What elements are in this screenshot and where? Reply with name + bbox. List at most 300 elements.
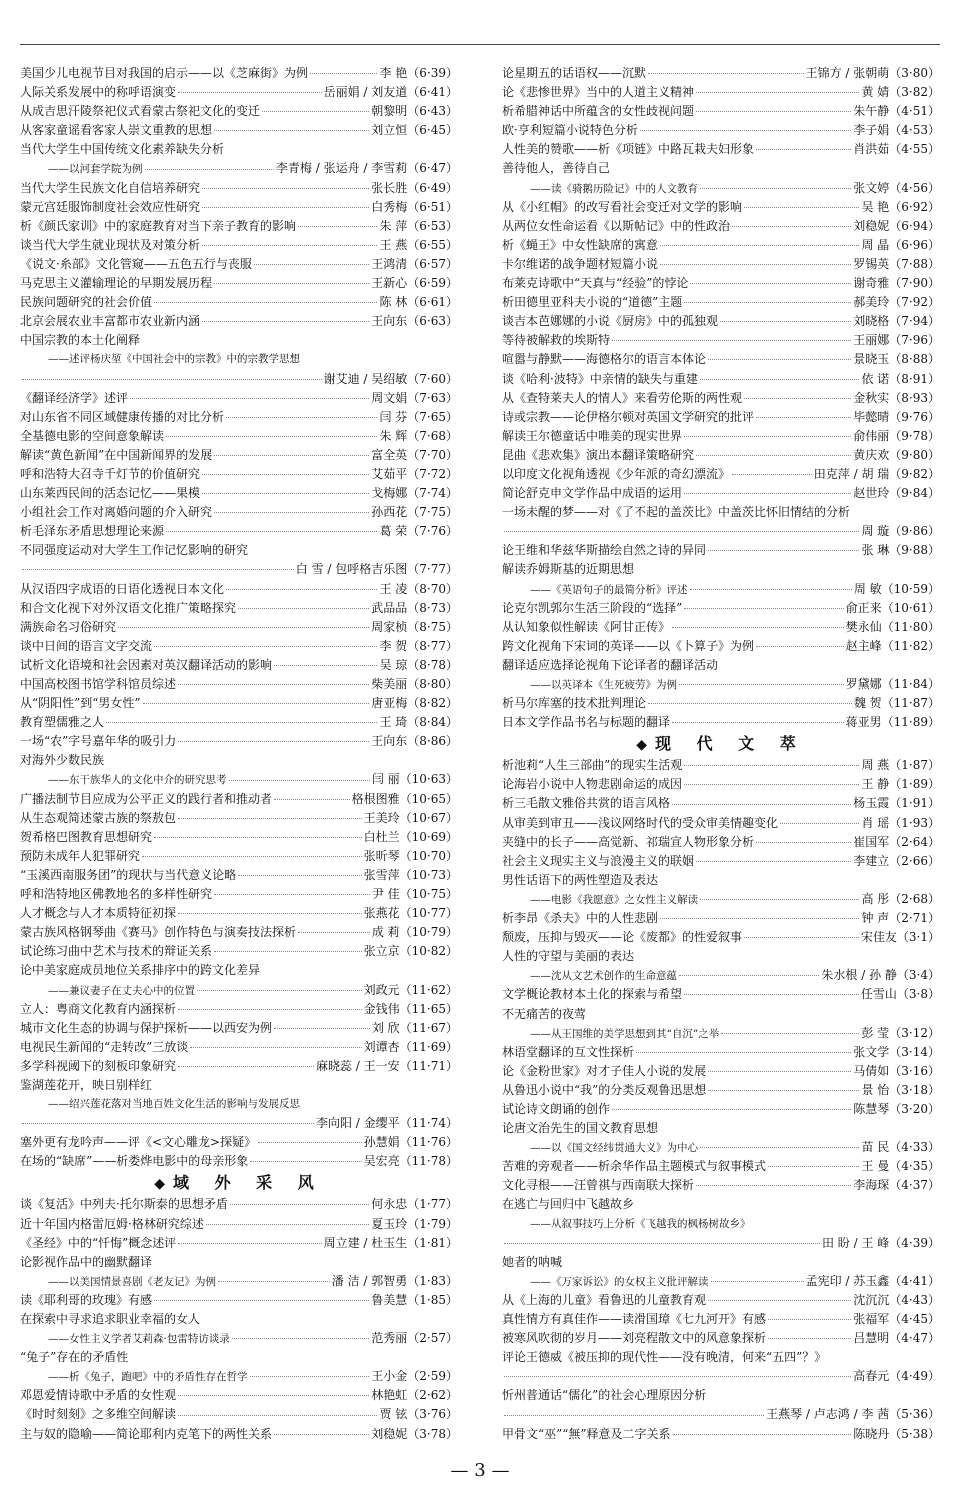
leader-dots <box>214 130 369 131</box>
section-title: 域 外 采 风 <box>173 1173 324 1193</box>
entry-author-page: 黄庆欢（9·80） <box>853 447 940 462</box>
leader-dots <box>274 1028 370 1029</box>
entry-title: ——以《国文经纬贯通大义》为中心 <box>530 1142 698 1155</box>
leader-dots <box>166 531 377 532</box>
toc-entry <box>20 1038 458 1057</box>
toc-entry <box>20 809 458 828</box>
entry-title: 从《小红帽》的改写看社会变迁对文学的影响 <box>502 199 743 214</box>
leader-dots <box>672 804 851 805</box>
entry-title: 立人：粤商文化教育内涵探析 <box>20 1001 177 1016</box>
toc-entry <box>502 541 940 560</box>
toc-entry <box>502 1386 940 1405</box>
toc-entry <box>502 1138 940 1157</box>
diamond-icon: ◆ <box>636 737 648 754</box>
leader-dots <box>250 1376 370 1377</box>
entry-author-page: 马倩如（3·16） <box>853 1063 940 1078</box>
entry-title: 昆曲《悲欢集》演出本翻译策略研究 <box>502 447 695 462</box>
leader-dots <box>258 1142 362 1143</box>
entry-author-page: 张燕花（10·77） <box>363 906 458 921</box>
entry-author-page: 格根图雅（10·65） <box>351 791 458 806</box>
leader-dots <box>206 1224 369 1225</box>
leader-dots <box>190 1047 361 1048</box>
toc-entry <box>502 484 940 503</box>
entry-title: 鉴湖莲花开，映日别样红 <box>20 1077 153 1092</box>
toc-entry <box>20 942 458 961</box>
toc-entry <box>502 618 940 637</box>
entry-title: 广播法制节目应成为公平正义的践行者和推动者 <box>20 791 273 806</box>
entry-title: 从两位女性命运看《以斯帖记》中的性政治 <box>502 218 731 233</box>
toc-entry <box>20 274 458 293</box>
entry-author-page: 沈沉沉（4·43） <box>853 1292 940 1307</box>
leader-dots <box>178 741 369 742</box>
entry-author-page: 刘立恒（6·45） <box>371 123 458 138</box>
entry-title: ——以美国情景喜剧《老友记》为例 <box>48 1275 216 1288</box>
entry-title: 评论王德威《被压抑的现代性——没有晚清，何来“五四”？》 <box>502 1350 827 1365</box>
leader-dots <box>197 990 362 991</box>
entry-author-page: 吴宏亮（11·78） <box>363 1154 458 1169</box>
entry-author-page: 唐亚梅（8·82） <box>371 696 458 711</box>
entry-author-page: 张文婷（4·56） <box>853 180 940 195</box>
toc-entry <box>20 331 458 350</box>
entry-author-page: 陈晓丹（5·38） <box>853 1426 940 1441</box>
entry-title: 忻州普通话“儒化”的社会心理原因分析 <box>502 1388 707 1403</box>
leader-dots <box>154 302 377 303</box>
entry-title: 城市文化生态的协调与保护探析——以西安为例 <box>20 1020 273 1035</box>
entry-author-page: 任雪山（3·8） <box>860 987 940 1002</box>
entry-title: 中国高校图书馆学科馆员综述 <box>20 677 177 691</box>
leader-dots <box>214 512 369 513</box>
toc-entry <box>20 64 458 83</box>
toc-entry <box>20 1367 458 1386</box>
leader-dots <box>679 975 819 976</box>
entry-author-page: 罗黛娜（11·84） <box>845 677 940 691</box>
leader-dots <box>696 455 851 456</box>
toc-entry <box>502 890 940 909</box>
leader-dots <box>298 932 370 933</box>
entry-author-page: 魏 贺（11·87） <box>853 696 940 711</box>
leader-dots <box>756 646 844 647</box>
entry-author-page: 王向东（6·63） <box>371 314 458 329</box>
entry-title: 卡尔维诺的战争题材短篇小说 <box>502 256 659 271</box>
toc-entry <box>502 1081 940 1100</box>
entry-author-page: 葛 荣（7·76） <box>379 524 458 539</box>
leader-dots <box>130 398 369 399</box>
toc-entry <box>502 503 940 522</box>
entry-author-page: 武品品（8·73） <box>371 600 458 615</box>
entry-title: ——绍兴莲花落对当地百姓文化生活的影响与发展反思 <box>48 1098 300 1111</box>
entry-title: 谈《复活》中列夫·托尔斯泰的思想矛盾 <box>20 1197 228 1212</box>
entry-author-page: 孟宪印 / 苏玉鑫（4·41） <box>805 1273 940 1288</box>
entry-author-page: 陈 林（6·61） <box>379 295 458 310</box>
leader-dots <box>504 531 859 532</box>
toc-entry <box>20 1234 458 1253</box>
leader-dots <box>22 379 322 380</box>
entry-title: 预防未成年人犯罪研究 <box>20 848 141 863</box>
toc-entry <box>502 947 940 966</box>
entry-title: 论克尔凯郭尔生活三阶段的“选择” <box>502 600 683 615</box>
toc-entry <box>20 1253 458 1272</box>
toc-entry <box>20 350 458 369</box>
entry-author-page: 王新心（6·59） <box>371 276 458 291</box>
leader-dots <box>672 627 844 628</box>
entry-author-page: 闫 丽（10·63） <box>371 772 458 787</box>
leader-dots <box>648 703 852 704</box>
leader-dots <box>202 245 377 246</box>
entry-author-page: 钟 声（2·71） <box>861 911 940 926</box>
entry-title: 从成吉思汗陵祭祀仪式看蒙古祭祀文化的变迁 <box>20 104 261 119</box>
toc-entry <box>20 1152 458 1171</box>
toc-entry <box>20 236 458 255</box>
entry-author-page: 张长胜（6·49） <box>371 180 458 195</box>
leader-dots <box>744 398 851 399</box>
toc-entry <box>20 1000 458 1019</box>
toc-entry <box>20 732 458 751</box>
leader-dots <box>684 765 859 766</box>
toc-entry <box>20 580 458 599</box>
entry-author-page: 肖 瑶（1·93） <box>861 815 940 830</box>
entry-title: 在探索中寻求追求职业幸福的女人 <box>20 1312 201 1326</box>
entry-title: ——东干族华人的文化中介的研究思考 <box>48 774 227 787</box>
entry-title: 跨文化视角下宋词的英译——以《卜算子》为例 <box>502 638 755 653</box>
entry-title: 当代大学生民族文化自信培养研究 <box>20 180 201 195</box>
leader-dots <box>214 951 362 952</box>
entry-title: 论唐文治先生的国文教育思想 <box>502 1121 659 1136</box>
toc-entry <box>20 427 458 446</box>
entry-author-page: 贾 铉（3·76） <box>379 1407 458 1422</box>
entry-author-page: 谢艾迪 / 吴绍敏（7·60） <box>323 371 458 386</box>
toc-entry <box>502 775 940 794</box>
entry-title: 人才概念与人才本质特征初探 <box>20 906 177 921</box>
toc-entry <box>20 446 458 465</box>
entry-author-page: 谢奇雅（7·90） <box>853 276 940 291</box>
toc-entry <box>20 1405 458 1424</box>
entry-title: 《圣经》中的“忏悔”概念述评 <box>20 1235 177 1250</box>
diamond-icon: ◆ <box>154 1176 166 1193</box>
entry-title: 对山东省不同区域健康传播的对比分析 <box>20 409 225 424</box>
entry-title: 不同强度运动对大学生工作记忆影响的研究 <box>20 543 249 558</box>
leader-dots <box>696 92 859 93</box>
entry-title: 甲骨文“巫”“無”释意及二字关系 <box>502 1426 671 1441</box>
entry-title: “玉溪西南服务团”的现状与当代意义论略 <box>20 867 237 882</box>
entry-title: 等待被解救的埃斯特 <box>502 333 611 348</box>
toc-entry <box>20 751 458 770</box>
toc-entry <box>20 885 458 904</box>
leader-dots <box>154 646 377 647</box>
entry-author-page: 张文学（3·14） <box>853 1044 940 1059</box>
leader-dots <box>679 684 844 685</box>
toc-entry <box>502 1157 940 1176</box>
toc-entry <box>20 560 458 579</box>
leader-dots <box>504 1415 764 1416</box>
leader-dots <box>612 1109 851 1110</box>
entry-author-page: 王 静（1·89） <box>861 777 940 792</box>
toc-entry <box>20 217 458 236</box>
toc-entry <box>20 140 458 159</box>
toc-entry <box>20 1076 458 1095</box>
entry-author-page: 周立建 / 杜玉生（1·81） <box>323 1235 458 1250</box>
entry-title: 《说文·糸部》文化管窥——五色五行与丧服 <box>20 256 252 271</box>
toc-column-left <box>20 64 458 1444</box>
entry-title: 试论诗文朗诵的创作 <box>502 1101 611 1116</box>
entry-author-page: 俞正来（10·61） <box>845 600 940 615</box>
entry-author-page: 范秀丽（2·57） <box>371 1331 458 1346</box>
leader-dots <box>214 283 369 284</box>
leader-dots <box>178 818 362 819</box>
leader-dots <box>744 937 859 938</box>
toc-entry <box>502 637 940 656</box>
entry-author-page: 刘 欣（11·67） <box>371 1020 458 1035</box>
leader-dots <box>202 207 369 208</box>
entry-title: 从“阴阳性”到“男女性” <box>20 696 141 711</box>
entry-title: “兔子”存在的矛盾性 <box>20 1350 129 1365</box>
entry-title: 在场的“缺席”——析娄烨电影中的母亲形象 <box>20 1154 249 1169</box>
toc-entry <box>20 1329 458 1348</box>
toc-entry <box>20 541 458 560</box>
entry-author-page: 闫 芬（7·65） <box>379 409 458 424</box>
toc-entry <box>502 756 940 775</box>
entry-author-page: 李建立（2·66） <box>853 853 940 868</box>
leader-dots <box>178 684 369 685</box>
leader-dots <box>178 913 362 914</box>
leader-dots <box>708 359 851 360</box>
leader-dots <box>636 1052 851 1053</box>
toc-entry <box>20 408 458 427</box>
leader-dots <box>154 837 362 838</box>
leader-dots <box>708 1071 851 1072</box>
entry-title: ——《万家诉讼》的女权主义批评解读 <box>530 1275 709 1288</box>
toc-entry <box>20 255 458 274</box>
leader-dots <box>22 1123 314 1124</box>
toc-entry <box>502 1367 940 1386</box>
entry-title: 近十年国内格雷厄姆·格林研究综述 <box>20 1216 204 1231</box>
entry-author-page: 景 怡（3·18） <box>861 1082 940 1097</box>
entry-author-page: 罗锡英（7·88） <box>853 256 940 271</box>
entry-author-page: 王小金（2·59） <box>371 1369 458 1384</box>
leader-dots <box>143 703 370 704</box>
entry-title: 欧·亨利短篇小说特色分析 <box>502 123 638 138</box>
leader-dots <box>238 875 361 876</box>
leader-dots <box>660 264 851 265</box>
leader-dots <box>142 856 362 857</box>
toc-entry <box>20 828 458 847</box>
entry-author-page: 王丽娜（7·96） <box>853 333 940 348</box>
entry-author-page: 白秀梅（6·51） <box>371 199 458 214</box>
entry-title: 《翻译经济学》述评 <box>20 390 129 405</box>
entry-author-page: 高春元（4·49） <box>853 1369 940 1384</box>
entry-title: 析池莉“人生三部曲”的现实生活观 <box>502 758 683 773</box>
toc-entry <box>502 1195 940 1214</box>
entry-title: 从审美到审丑——浅议网络时代的受众审美情趣变化 <box>502 815 779 830</box>
entry-title: 谈中日间的语言文字交流 <box>20 638 153 653</box>
toc-entry <box>20 713 458 732</box>
toc-entry <box>20 694 458 713</box>
entry-author-page: 鲁美慧（1·85） <box>371 1292 458 1307</box>
toc-entry <box>20 1425 458 1444</box>
leader-dots <box>711 1281 804 1282</box>
entry-title: 读《耶利哥的玫瑰》有感 <box>20 1292 153 1307</box>
entry-title: 谈当代大学生就业现状及对策分析 <box>20 237 201 252</box>
entry-title: 颓废，压抑与毁灭——论《废都》的性爱叙事 <box>502 930 743 945</box>
entry-author-page: 刘稳妮（3·78） <box>371 1426 458 1441</box>
entry-title: 以印度文化视角透视《少年派的奇幻漂流》 <box>502 466 731 481</box>
entry-author-page: 林艳虹（2·62） <box>371 1388 458 1403</box>
entry-author-page: 潘 洁 / 郭智勇（1·83） <box>331 1273 458 1288</box>
leader-dots <box>768 1338 851 1339</box>
toc-entry <box>20 981 458 1000</box>
entry-author-page: 樊永仙（11·80） <box>845 619 940 634</box>
entry-title: 小组社会工作对离婚问题的介入研究 <box>20 505 213 520</box>
toc-entry <box>20 370 458 389</box>
leader-dots <box>700 899 859 900</box>
toc-entry <box>502 293 940 312</box>
entry-title: 论《金粉世家》对才子佳人小说的发展 <box>502 1063 707 1078</box>
leader-dots <box>230 1204 369 1205</box>
leader-dots <box>504 1243 820 1244</box>
toc-entry <box>502 1291 940 1310</box>
entry-title: 塞外更有龙吟声——评《<文心雕龙>探疑》 <box>20 1135 257 1150</box>
leader-dots <box>274 1434 369 1435</box>
leader-dots <box>218 1281 330 1282</box>
entry-title: 教育塑儒雅之人 <box>20 715 105 730</box>
entry-title: 从汉语四字成语的日语化透视日本文化 <box>20 581 225 596</box>
toc-entry <box>20 293 458 312</box>
entry-author-page: 彭 莹（3·12） <box>861 1025 940 1040</box>
toc-entry <box>502 833 940 852</box>
toc-entry <box>502 217 940 236</box>
toc-entry <box>502 159 940 178</box>
entry-title: 邓恩爱情诗歌中矛盾的女性观 <box>20 1388 177 1403</box>
leader-dots <box>660 918 859 919</box>
toc-entry <box>20 1133 458 1152</box>
entry-author-page: 周 晶（6·96） <box>861 237 940 252</box>
entry-title: 善待他人，善待自己 <box>502 161 611 176</box>
leader-dots <box>202 188 369 189</box>
entry-author-page: 赵主峰（11·82） <box>845 638 940 653</box>
entry-title: 论王维和华兹华斯描绘自然之诗的异同 <box>502 543 707 558</box>
entry-author-page: 吴 琼（8·78） <box>379 657 458 672</box>
toc-entry <box>502 1425 940 1444</box>
entry-author-page: 李向阳 / 金缨平（11·74） <box>315 1116 458 1131</box>
leader-dots <box>254 264 369 265</box>
entry-author-page: 张立京（10·82） <box>363 944 458 959</box>
toc-entry <box>502 1215 940 1234</box>
entry-author-page: 高 彤（2·68） <box>861 891 940 906</box>
leader-dots <box>178 92 322 93</box>
entry-title: ——沈从文艺术创作的生命意蕴 <box>530 970 677 983</box>
entry-author-page: 夏玉玲（1·79） <box>371 1216 458 1231</box>
entry-title: 民族问题研究的社会价值 <box>20 295 153 310</box>
section-heading <box>502 733 940 755</box>
entry-title: 呼和浩特大召寺千灯节的价值研究 <box>20 466 201 481</box>
entry-author-page: 周文娟（7·63） <box>371 390 458 405</box>
leader-dots <box>250 1161 361 1162</box>
entry-author-page: 刘政元（11·62） <box>363 982 458 997</box>
entry-author-page: 王鸿清（6·57） <box>371 256 458 271</box>
entry-title: 电视民生新闻的“走转改”三放谈 <box>20 1039 189 1054</box>
leader-dots <box>684 994 859 995</box>
entry-title: 喧嚣与静默——海德格尔的语言本体论 <box>502 352 707 367</box>
toc-entry <box>502 694 940 713</box>
leader-dots <box>732 474 812 475</box>
entry-title: 美国少儿电视节目对我国的启示——以《芝麻街》为例 <box>20 66 309 80</box>
entry-title: 男性话语下的两性塑造及表达 <box>502 872 659 887</box>
entry-title: ——述评杨庆堃《中国社会中的宗教》中的宗教学思想 <box>48 353 300 366</box>
toc-entry <box>502 1253 940 1272</box>
entry-author-page: 金秋实（8·93） <box>853 390 940 405</box>
leader-dots <box>708 1090 859 1091</box>
entry-author-page: 柴美丽（8·80） <box>371 677 458 691</box>
leader-dots <box>178 1395 369 1396</box>
entry-title: 论海岩小说中人物悲剧命运的成因 <box>502 777 683 792</box>
entry-author-page: 宋佳友（3·1） <box>860 930 940 945</box>
entry-title: 对海外少数民族 <box>20 753 105 768</box>
entry-author-page: 田克萍 / 胡 瑞（9·82） <box>813 466 940 481</box>
toc-entry <box>502 852 940 871</box>
entry-title: 从生态观简述蒙古族的祭敖包 <box>20 810 177 825</box>
toc-entry <box>502 1329 940 1348</box>
entry-author-page: 李青梅 / 张运舟 / 李雪莉（6·47） <box>275 161 458 176</box>
entry-title: 析马尔库塞的技术批判理论 <box>502 696 647 711</box>
entry-author-page: 朱水根 / 孙 静（3·4） <box>821 968 940 983</box>
top-rule <box>20 44 940 45</box>
leader-dots <box>721 1033 859 1034</box>
entry-author-page: 王 琦（8·84） <box>379 715 458 730</box>
entry-title: 翻译适应选择论视角下论译者的翻译活动 <box>502 657 719 672</box>
toc-entry <box>20 503 458 522</box>
leader-dots <box>660 245 859 246</box>
leader-dots <box>720 321 851 322</box>
entry-author-page: 孙慧娟（11·76） <box>363 1135 458 1150</box>
leader-dots <box>106 722 377 723</box>
leader-dots <box>684 436 851 437</box>
entry-author-page: 刘晓格（7·94） <box>853 314 940 329</box>
entry-author-page: 俞伟丽（9·78） <box>853 428 940 443</box>
leader-dots <box>696 111 851 112</box>
entry-title: 布莱克诗歌中“天真与“经验”的悖论 <box>502 276 689 291</box>
entry-author-page: 王燕琴 / 卢志鸿 / 李 茜（5·36） <box>766 1407 940 1422</box>
leader-dots <box>298 226 377 227</box>
section-heading <box>20 1172 458 1194</box>
entry-author-page: 周 敏（10·59） <box>853 581 940 596</box>
toc-entry <box>502 179 940 198</box>
toc-entry <box>502 814 940 833</box>
leader-dots <box>673 1434 852 1435</box>
entry-author-page: 吕慧明（4·47） <box>853 1331 940 1346</box>
toc-entry <box>502 140 940 159</box>
toc-entry <box>502 1005 940 1024</box>
entry-title: 从认知象似性解读《阿甘正传》 <box>502 619 671 634</box>
toc-entry <box>502 656 940 675</box>
leader-dots <box>648 73 804 74</box>
leader-dots <box>780 823 859 824</box>
leader-dots <box>214 455 369 456</box>
toc-entry <box>20 1348 458 1367</box>
entry-author-page: 朝黎明（6·43） <box>371 104 458 119</box>
toc-entry <box>20 599 458 618</box>
entry-title: ——析《兔子，跑吧》中的矛盾性存在哲学 <box>48 1371 248 1384</box>
leader-dots <box>700 379 860 380</box>
toc-entry <box>20 1272 458 1291</box>
entry-title: 析三毛散文雅俗共赏的语言风格 <box>502 796 671 811</box>
entry-title: 析田德里亚科夫小说的“道德”主题 <box>502 295 683 310</box>
leader-dots <box>226 417 377 418</box>
toc-entry <box>20 484 458 503</box>
leader-dots <box>732 226 851 227</box>
entry-title: 诗或宗教——论伊格尔顿对英国文学研究的批评 <box>502 409 755 424</box>
toc-entry <box>502 1348 940 1367</box>
toc-entry <box>20 961 458 980</box>
toc-entry <box>502 1310 940 1329</box>
